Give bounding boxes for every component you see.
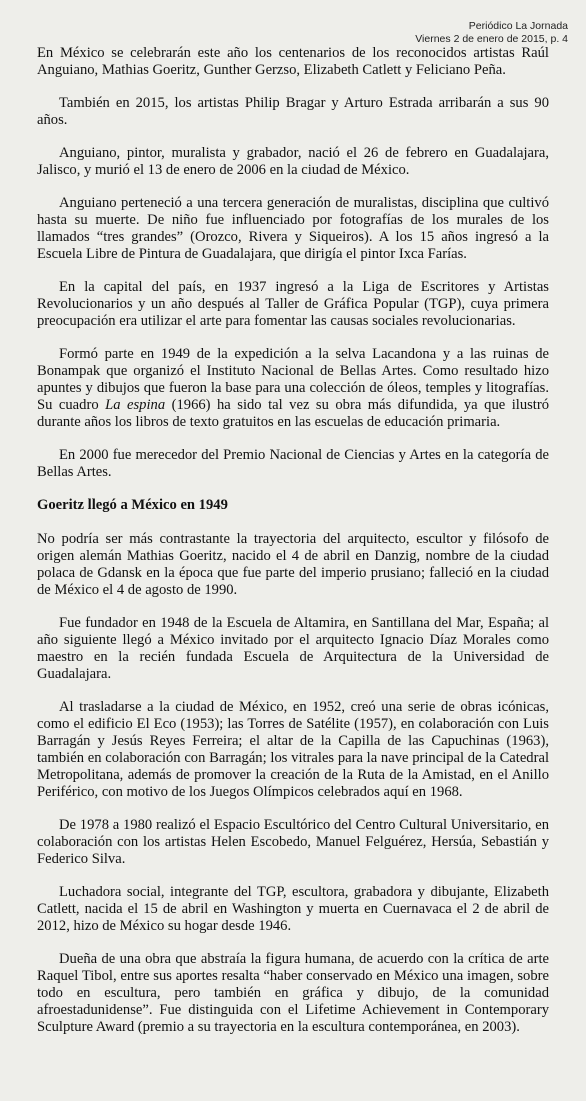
paragraph-11: De 1978 a 1980 realizó el Espacio Escultórico del Centro Cultural Universitario, en colaboración con los artistas Helen Escobedo, Manuel Felguérez, Hersúa, Sebastián y Federico Silva. — [37, 817, 549, 867]
paragraph-6-text-a: Formó parte en 1949 de la expedición a la selva Lacandona y a las ruinas de Bonampak que organizó el Instituto Nacional de Bellas Artes. Como resultado hizo apuntes y dibujos que fueron la base para una colección de óleos, temples y litografías. Su cuadro — [37, 346, 549, 413]
paragraph-4: Anguiano perteneció a una tercera generación de muralistas, disciplina que cultivó hasta su muerte. De niño fue influenciado por fotografías de los murales de los llamados “tres grandes” (Orozco, Rivera y Siqueiros). A los 15 años ingresó a la Escuela Libre de Pintura de Guadalajara, que dirigía el pintor Ixca Farías. — [37, 195, 549, 262]
section-subheading: Goeritz llegó a México en 1949 — [37, 497, 228, 513]
publication-name: Periódico La Jornada — [468, 20, 568, 32]
artwork-title: La espina — [105, 397, 166, 413]
paragraph-8: No podría ser más contrastante la trayectoria del arquitecto, escultor y filósofo de origen alemán Mathias Goeritz, nacido el 4 de abril en Danzig, nombre de la ciudad polaca de Gdansk en la época que fue parte del imperio prusiano; falleció en la ciudad de México el 4 de agosto de 1990. — [37, 531, 549, 598]
paragraph-10: Al trasladarse a la ciudad de México, en 1952, creó una serie de obras icónicas, como el edificio El Eco (1953); las Torres de Satélite (1957), en colaboración con Luis Barragán y Jesús Reyes Ferreira; el altar de la Capilla de las Capuchinas (1963), también en colaboración con Barragán; los vitrales para la nave principal de la Catedral Metropolitana, además de promover la creación de la Ruta de la Amistad, en el Anillo Periférico, con motivo de los Juegos Olímpicos celebrados aquí en 1968. — [37, 699, 549, 800]
paragraph-5: En la capital del país, en 1937 ingresó a la Liga de Escritores y Artistas Revolucionarios y un año después al Taller de Gráfica Popular (TGP), cuya primera preocupación era utilizar el arte para fomentar las causas sociales revolucionarias. — [37, 279, 549, 329]
paragraph-12: Luchadora social, integrante del TGP, escultora, grabadora y dibujante, Elizabeth Catlett, nacida el 15 de abril en Washington y muerta en Cuernavaca el 2 de abril de 2012, hizo de México su hogar desde 1946. — [37, 884, 549, 934]
publication-date: Viernes 2 de enero de 2015, p. 4 — [415, 33, 568, 45]
paragraph-6-text-b: (1966) ha sido tal vez su obra más difundida, ya que ilustró durante años los libros de texto gratuitos en las escuelas de educación primaria. — [37, 397, 550, 430]
newspaper-header — [415, 20, 568, 46]
paragraph-2: También en 2015, los artistas Philip Bragar y Arturo Estrada arribarán a sus 90 años. — [37, 95, 549, 128]
paragraph-9: Fue fundador en 1948 de la Escuela de Altamira, en Santillana del Mar, España; al año siguiente llegó a México invitado por el arquitecto Ignacio Díaz Morales como maestro en la recién fundada Escuela de Arquitectura de la Universidad de Guadalajara. — [37, 615, 549, 682]
article-body — [37, 45, 549, 1052]
paragraph-3: Anguiano, pintor, muralista y grabador, nació el 26 de febrero en Guadalajara, Jalisco, y murió el 13 de enero de 2006 en la ciudad de México. — [37, 145, 549, 178]
paragraph-6 — [37, 346, 549, 431]
paragraph-7: En 2000 fue merecedor del Premio Nacional de Ciencias y Artes en la categoría de Bellas Artes. — [37, 447, 549, 480]
paragraph-1: En México se celebrarán este año los centenarios de los reconocidos artistas Raúl Anguiano, Mathias Goeritz, Gunther Gerzso, Elizabeth Catlett y Feliciano Peña. — [37, 45, 549, 78]
paragraph-13: Dueña de una obra que abstraía la figura humana, de acuerdo con la crítica de arte Raquel Tibol, entre sus aportes resalta “haber conservado en México una imagen, sobre todo en escultura, pero también en gráfica y dibujo, de la comunidad afroestadunidense”. Fue distinguida con el Lifetime Achievement in Contemporary Sculpture Award (premio a su trayectoria en la escultura contemporánea, en 2003). — [37, 951, 549, 1035]
